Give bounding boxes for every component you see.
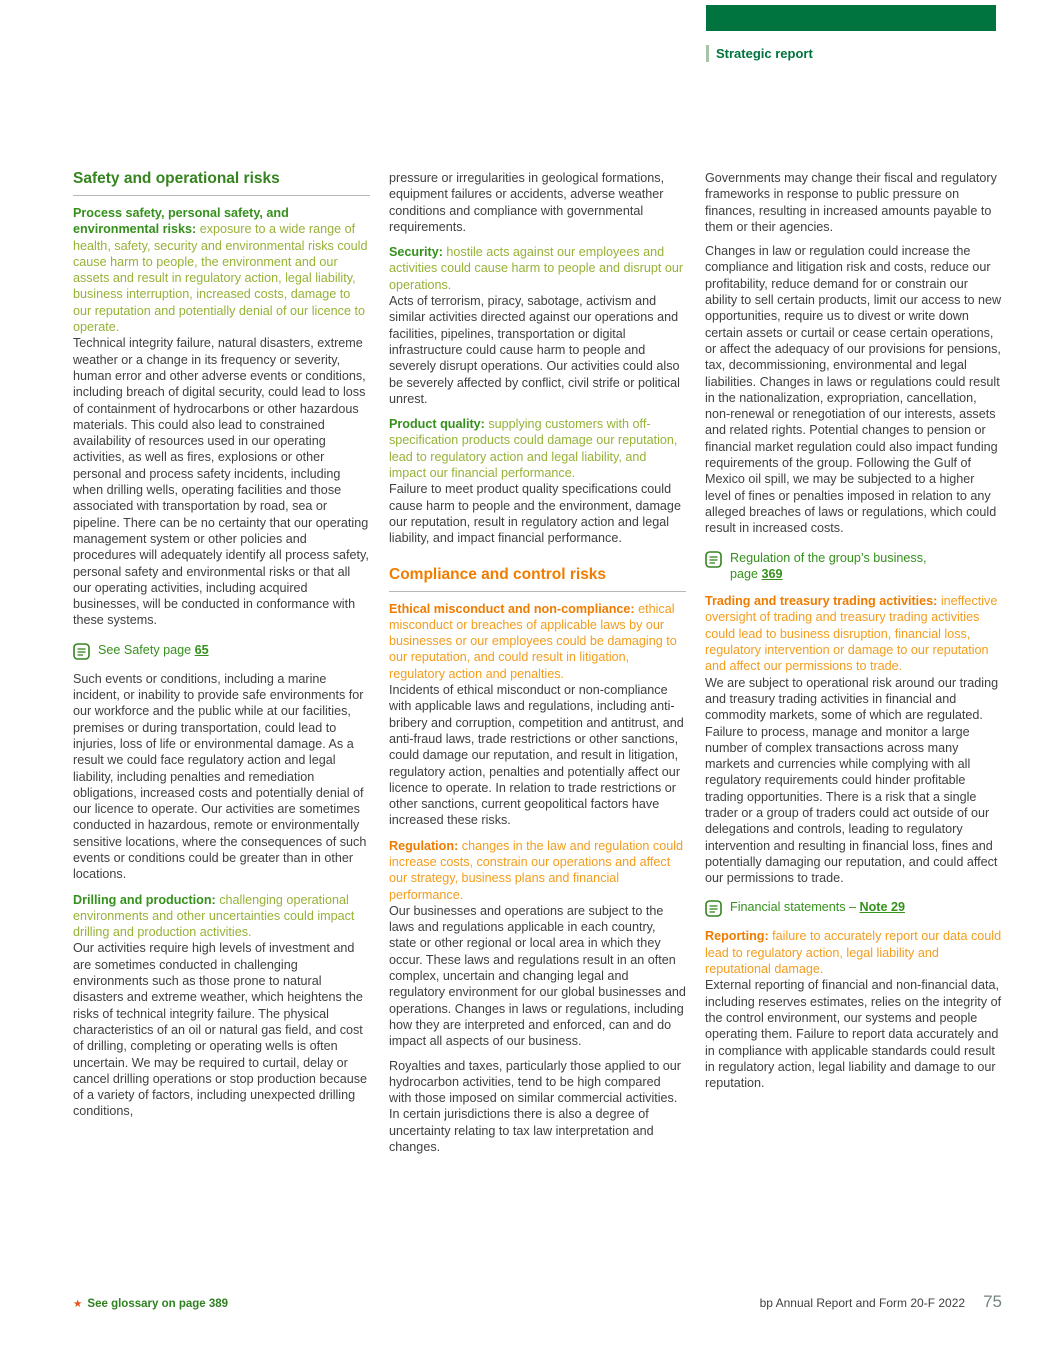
risk-title: Trading and treasury trading activities: <box>705 594 938 609</box>
paragraph: Changes in law or regulation could increase the compliance and litigation risk and costs, reduce our profitability, reduce demand for or constrain our ability to sell certain products, limit our access to new opportunities, require us to divest or write down certain assets or curtail or cease certain operations, or affect the adequacy of our provisions for pensions, tax, decommissioning, environmental and legal liabilities. Changes in laws or regulations could result in the nationalization, expropriation, cancellation, non-renewal or renegotiation of our interests, assets and related rights. Potential changes to pension or financial market regulation could also impact funding requirements of the group. Following the Gulf of Mexico oil spill, we may be subjected to a higher level of fines or penalties imposed in relation to any alleged breaches of laws or regulations, which could result in increased costs. <box>705 244 1002 536</box>
paragraph: pressure or irregularities in geological formations, equipment failures or accidents, adverse weather conditions and compliance with governmental requirements. <box>389 171 665 234</box>
risk-reporting <box>705 928 1002 977</box>
xref-page-number: 65 <box>194 642 209 657</box>
section-label: Strategic report <box>716 46 813 61</box>
risk-definition: changes in the law and regulation could increase costs, constrain our operations and affect our strategy, business plans and financial performance. <box>389 838 684 902</box>
xref-regulation-groups-business[interactable] <box>705 550 1002 583</box>
risk-definition: challenging operational environments and other uncertainties could impact drilling and production activities. <box>73 892 355 940</box>
xref-see-safety[interactable] <box>73 642 370 660</box>
risk-title: Ethical misconduct and non-compliance: <box>389 601 635 616</box>
risk-title: Reporting: <box>705 929 769 944</box>
xref-label <box>98 642 209 658</box>
paragraph: Our activities require high levels of investment and are sometimes conducted in challenging environments such as those prone to natural disasters and extreme weather, which heightens the risks of technical integrity failure. The physical characteristics of an oil or natural gas field, and cost of drilling, completing or operating wells is often uncertain. We may be required to curtail, delay or cancel drilling operations or stop production because of a variety of factors, including unexpected drilling conditions, <box>73 941 368 1119</box>
paragraph: We are subject to operational risk around our trading and treasury trading activities in financial and commodity markets, some of which are regulated. Failure to process, manage and monitor a large number of complex transactions across many markets and currencies while complying with all regulatory requirements could hinder profitable trading opportunities. There is a risk that a single trader or a group of traders could act outside of our delegations and controls, leading to regulatory intervention and resulting in financial loss, fines and potentially damaging our reputation, and could affect our permissions to trade. <box>705 675 999 886</box>
text-columns <box>73 170 1002 1155</box>
xref-page-number: Note 29 <box>859 900 905 915</box>
booklet-icon <box>705 900 722 917</box>
section-color-bar <box>706 5 996 31</box>
report-title: bp Annual Report and Form 20-F 2022 <box>759 1296 966 1310</box>
footer-right <box>760 1292 1002 1312</box>
booklet-icon <box>73 643 90 660</box>
risk-title: Product quality: <box>389 417 485 432</box>
column-right <box>705 170 1002 1155</box>
section-tick-mark <box>706 45 709 62</box>
risk-definition: supplying customers with off-specification products could damage our reputation, lead to regulatory action and legal liability, and impact our financial performance. <box>389 417 678 481</box>
star-icon: ★ <box>73 1298 83 1310</box>
xref-label <box>730 550 927 583</box>
risk-title: Security: <box>389 245 443 260</box>
section-label-row <box>706 45 813 62</box>
paragraph: Technical integrity failure, natural disasters, extreme weather or a change in its frequency or severity, human error and other adverse events or conditions, including breach of digital security, could lead to loss of containment of hydrocarbons or other hazardous materials. This could also lead to constrained availability of resources used in our operating activities, as well as fires, explosions or other personal and process safety incidents, including when drilling wells, operating facilities and those associated with transportation by road, sea or pipeline. There can be no certainty that our operating management system or other policies and procedures will adequately identify all process safety, personal safety and environmental risks or that all our operating activities, including acquired businesses, will be conducted in conformance with these systems. <box>73 336 369 628</box>
column-safety-risks <box>73 170 370 1155</box>
paragraph: Governments may change their fiscal and regulatory frameworks in response to public pressure on finances, resulting in increased amounts payable to them or their agencies. <box>705 171 997 234</box>
xref-financial-statements[interactable] <box>705 899 1002 917</box>
risk-definition: hostile acts against our employees and activities could cause harm to people and disrupt our operations. <box>389 245 684 292</box>
paragraph: External reporting of financial and non-financial data, including reserves estimates, relies on the integrity of the control environment, our systems and people operating them. Failure to report data accurately and in compliance with applicable standards could result in regulatory action, legal liability and damage to our reputation. <box>705 978 1002 1091</box>
risk-process-safety <box>73 205 370 335</box>
risk-title: Regulation: <box>389 838 459 853</box>
xref-text-part: Financial statements – <box>730 900 856 915</box>
heading-safety-operational-risks: Safety and operational risks <box>73 170 370 196</box>
xref-page-number: 369 <box>761 566 783 581</box>
risk-regulation <box>389 838 686 903</box>
risk-definition: failure to accurately report our data could lead to regulatory action, legal liability and reputational damage. <box>705 929 1002 977</box>
risk-security <box>389 244 686 293</box>
paragraph: Failure to meet product quality specifications could cause harm to people and the environment, damage our reputation, result in regulatory action and legal liability, and impact financial performance. <box>389 482 681 546</box>
risk-product-quality <box>389 416 686 481</box>
risk-trading-treasury <box>705 593 1002 674</box>
paragraph: Royalties and taxes, particularly those applied to our hydrocarbon activities, tend to be high compared with those imposed on similar commercial activities. In certain jurisdictions there is also a degree of uncertainty relating to tax law interpretation and changes. <box>389 1058 681 1155</box>
risk-ethical-misconduct <box>389 601 686 682</box>
glossary-link[interactable] <box>73 1298 228 1310</box>
xref-label <box>730 899 905 915</box>
xref-text-part: See Safety page <box>98 642 192 657</box>
paragraph: Our businesses and operations are subject to the laws and regulations applicable in each country, state or other regional or local area in which they occur. These laws and regulations result in an often complex, uncertain and changing legal and regulatory environment for our global businesses and operations. Changes in laws or regulations, including how they are interpreted and enforced, can and do impact all aspects of our business. <box>389 903 686 1049</box>
risk-definition: exposure to a wide range of health, safety, security and environmental risks could cause harm to people, the environment and our assets and result in regulatory action, legal liability, business interruption, increased costs, damage to our reputation and potentially denial of our licence to operate. <box>73 222 368 335</box>
paragraph: Acts of terrorism, piracy, sabotage, activism and similar activities directed against our operations and facilities, pipelines, transportation or digital infrastructure could cause harm to people and severely disrupt operations. Our activities could also be severely affected by conflict, civil strife or political unrest. <box>389 294 680 406</box>
risk-title: Process safety, personal safety, and environmental risks: <box>73 206 289 237</box>
glossary-label: See glossary on page 389 <box>87 1298 229 1310</box>
xref-text-part: Regulation of the group’s business, <box>730 550 927 565</box>
page-number: 75 <box>983 1292 1002 1311</box>
heading-compliance-control-risks: Compliance and control risks <box>389 566 686 592</box>
risk-title: Drilling and production: <box>73 892 216 907</box>
paragraph: Incidents of ethical misconduct or non-compliance with applicable laws and regulations, including anti-bribery and corruption, competition and antitrust, and anti-fraud laws, trade restrictions or other sanctions, could damage our reputation, and result in litigation, regulatory action, penalties and potentially affect our licence to operate. In relation to trade restrictions or other sanctions, current geopolitical factors have increased these risks. <box>389 683 684 828</box>
paragraph: Such events or conditions, including a marine incident, or inability to provide safe environments for our workforce and the public while at our facilities, premises or during transportation, could lead to injuries, loss of life or environmental damage. As a result we could face regulatory action and legal liability, including penalties and remediation obligations, increased costs and potentially denial of our licence to operate. Our activities are sometimes conducted in hazardous, remote or environmentally sensitive locations, where the consequences of such events or conditions could be greater than in other locations. <box>73 671 367 882</box>
risk-definition: ethical misconduct or breaches of applicable laws by our businesses or our employees could be damaging to our reputation, and could result in litigation, regulatory action and penalties. <box>389 601 677 681</box>
risk-definition: ineffective oversight of trading and treasury trading activities could lead to business disruption, financial loss, regulatory intervention or damage to our reputation and affect our permissions to trade. <box>705 594 998 674</box>
column-middle <box>389 170 686 1155</box>
page-footer <box>73 1292 1002 1312</box>
xref-text-part: page <box>730 566 759 581</box>
booklet-icon <box>705 551 722 568</box>
risk-drilling-production <box>73 892 370 941</box>
